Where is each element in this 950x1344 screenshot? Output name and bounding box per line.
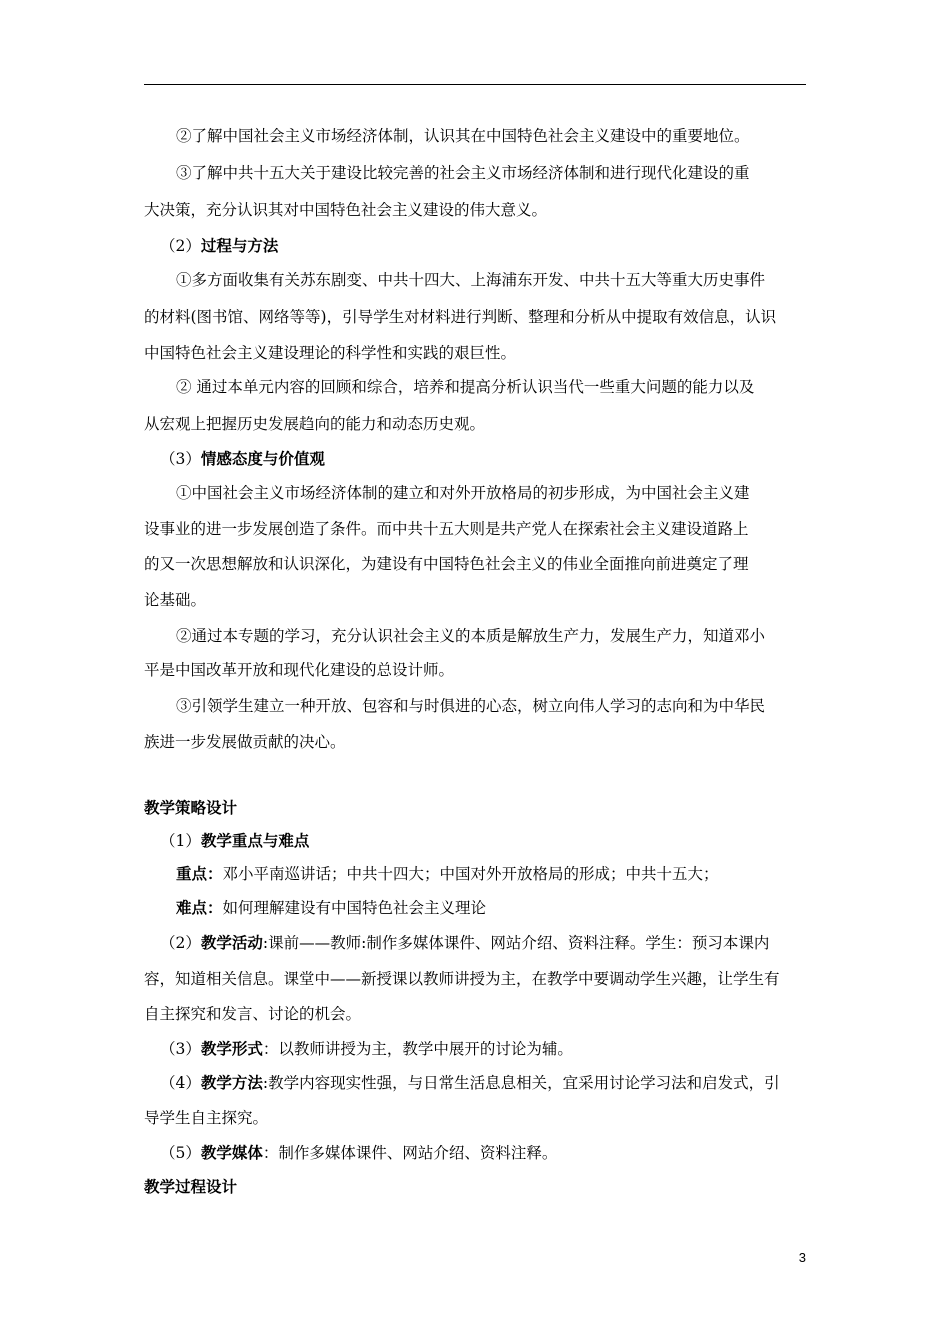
- section-title-process: 教学过程设计: [144, 1177, 238, 1196]
- heading-title: 过程与方法: [200, 236, 279, 255]
- teaching-activity-continuation: 容，知道相关信息。课堂中——新授课以教师讲授为主，在教学中要调动学生兴趣，让学生有: [144, 970, 780, 988]
- process-paragraph: ② 通过本单元内容的回顾和综合，培养和提高分析认识当代一些重大问题的能力以及: [176, 378, 755, 396]
- emotion-paragraph-continuation: 族进一步发展做贡献的决心。: [144, 733, 346, 751]
- item-number: （3）: [160, 1040, 201, 1058]
- heading-number: （1）: [160, 832, 201, 850]
- emotion-values-heading: [160, 448, 806, 470]
- heading-number: （2）: [160, 237, 201, 255]
- key-point-label: 重点：: [176, 864, 223, 883]
- emotion-paragraph: ③引领学生建立一种开放、包容和与时俱进的心态，树立向伟人学习的志向和为中华民: [176, 697, 766, 715]
- emotion-paragraph: ②通过本专题的学习，充分认识社会主义的本质是解放生产力，发展生产力，知道邓小: [176, 627, 766, 645]
- process-paragraph: ①多方面收集有关苏东剧变、中共十四大、上海浦东开发、中共十五大等重大历史事件: [176, 271, 766, 289]
- emotion-paragraph: ①中国社会主义市场经济体制的建立和对外开放格局的初步形成，为中国社会主义建: [176, 484, 750, 502]
- item-number: （4）: [160, 1074, 201, 1092]
- process-paragraph-continuation: 的材料(图书馆、网络等等)，引导学生对材料进行判断、整理和分析从中提取有效信息，认识: [144, 308, 777, 326]
- header-rule: [144, 84, 806, 85]
- difficulty-label: 难点：: [176, 898, 223, 917]
- heading-title: 教学重点与难点: [200, 831, 310, 850]
- emotion-paragraph-continuation: 的又一次思想解放和认识深化，为建设有中国特色社会主义的伟业全面推向前进奠定了理: [144, 555, 749, 573]
- key-difficulty-heading: [160, 830, 806, 852]
- difficulty-line: [176, 897, 806, 919]
- objective-paragraph: ②了解中国社会主义市场经济体制，认识其在中国特色社会主义建设中的重要地位。: [176, 127, 750, 145]
- heading-number: （3）: [160, 450, 201, 468]
- item-label: 教学活动: [200, 933, 263, 952]
- emotion-paragraph-continuation: 论基础。: [144, 591, 207, 609]
- item-number: （2）: [160, 934, 201, 952]
- item-label: 教学媒体: [200, 1143, 263, 1162]
- emotion-paragraph-continuation: 设事业的进一步发展创造了条件。而中共十五大则是共产党人在探索社会主义建设道路上: [144, 520, 749, 538]
- item-text: :课前——教师:制作多媒体课件、网站介绍、资料注释。学生：预习本课内: [262, 934, 770, 952]
- page-number: 3: [798, 1250, 806, 1265]
- teaching-form-line: [160, 1038, 806, 1060]
- teaching-activity-paragraph: [160, 932, 806, 954]
- objective-paragraph: ③了解中共十五大关于建设比较完善的社会主义市场经济体制和进行现代化建设的重: [176, 164, 750, 182]
- teaching-method-paragraph: [160, 1072, 806, 1094]
- teaching-method-continuation: 导学生自主探究。: [144, 1109, 269, 1127]
- item-label: 教学形式: [200, 1039, 263, 1058]
- key-point-line: [176, 863, 806, 885]
- heading-title: 情感态度与价值观: [200, 449, 325, 468]
- process-paragraph-continuation: 从宏观上把握历史发展趋向的能力和动态历史观。: [144, 415, 486, 433]
- teaching-media-line: [160, 1142, 806, 1164]
- key-point-text: 邓小平南巡讲话；中共十四大；中国对外开放格局的形成；中共十五大；: [222, 865, 719, 883]
- section-title-strategy: 教学策略设计: [144, 798, 238, 817]
- objective-paragraph-continuation: 大决策，充分认识其对中国特色社会主义建设的伟大意义。: [144, 201, 548, 219]
- emotion-paragraph-continuation: 平是中国改革开放和现代化建设的总设计师。: [144, 661, 455, 679]
- item-label: 教学方法: [200, 1073, 263, 1092]
- teaching-activity-continuation: 自主探究和发言、讨论的机会。: [144, 1005, 362, 1023]
- process-paragraph-continuation: 中国特色社会主义建设理论的科学性和实践的艰巨性。: [144, 344, 517, 362]
- item-number: （5）: [160, 1144, 201, 1162]
- difficulty-text: 如何理解建设有中国特色社会主义理论: [222, 899, 487, 917]
- item-text: :教学内容现实性强，与日常生活息息相关，宜采用讨论学习法和启发式，引: [262, 1074, 780, 1092]
- process-method-heading: [160, 235, 806, 257]
- item-text: ：以教师讲授为主，教学中展开的讨论为辅。: [262, 1040, 573, 1058]
- item-text: ：制作多媒体课件、网站介绍、资料注释。: [262, 1144, 558, 1162]
